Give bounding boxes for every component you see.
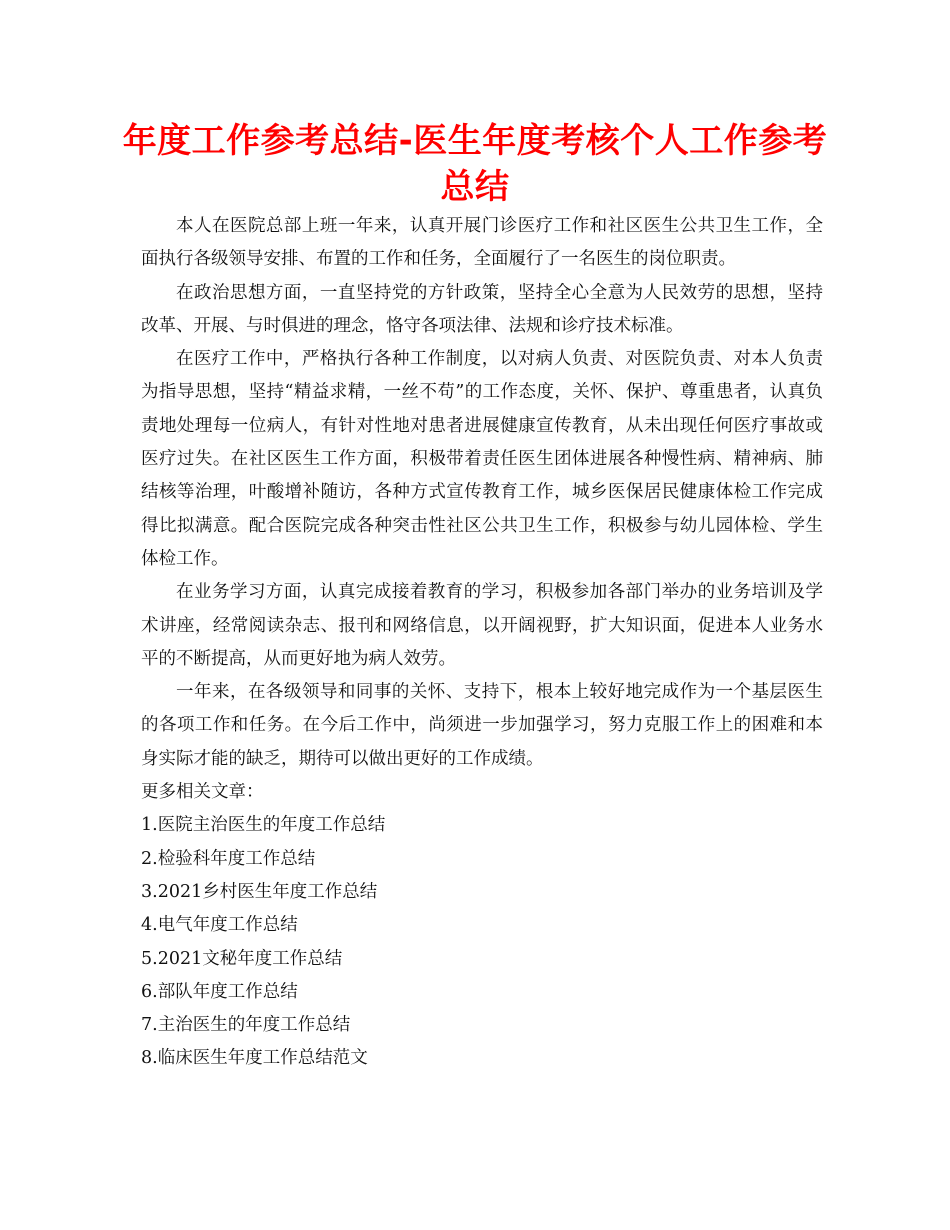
paragraph-study: 在业务学习方面，认真完成接着教育的学习，积极参加各部门举办的业务培训及学术讲座，经常阅读杂志、报刊和网络信息，以开阔视野，扩大知识面，促进本人业务水平的不断提高，从而更好地为病人效劳。 [141, 582, 823, 669]
related-article-link[interactable]: 4.电气年度工作总结 [141, 915, 298, 936]
paragraph-intro: 本人在医院总部上班一年来，认真开展门诊医疗工作和社区医生公共卫生工作，全面执行各级领导安排、布置的工作和任务，全面履行了一名医生的岗位职责。 [141, 216, 823, 270]
related-articles-list [141, 809, 823, 1075]
related-article-link[interactable]: 8.临床医生年度工作总结范文 [141, 1048, 368, 1069]
related-article-link[interactable]: 2.检验科年度工作总结 [141, 848, 316, 869]
related-articles-heading: 更多相关文章： [141, 782, 264, 803]
document-body [141, 210, 823, 1076]
related-article-link[interactable]: 5.2021文秘年度工作总结 [141, 948, 343, 969]
document-title: 年度工作参考总结-医生年度考核个人工作参考总结 [122, 121, 828, 207]
paragraph-politics: 在政治思想方面，一直坚持党的方针政策，坚持全心全意为人民效劳的思想，坚持改革、开展、与时俱进的理念，恪守各项法律、法规和诊疗技术标准。 [141, 282, 823, 336]
related-article-link[interactable]: 7.主治医生的年度工作总结 [141, 1015, 351, 1036]
paragraph-conclusion: 一年来，在各级领导和同事的关怀、支持下，根本上较好地完成作为一个基层医生的各项工作和任务。在今后工作中，尚须进一步加强学习，努力克服工作上的困难和本身实际才能的缺乏，期待可以做出更好的工作成绩。 [141, 682, 823, 769]
paragraph-medical-work: 在医疗工作中，严格执行各种工作制度，以对病人负责、对医院负责、对本人负责为指导思想，坚持“精益求精，一丝不苟”的工作态度，关怀、保护、尊重患者，认真负责地处理每一位病人，有针对性地对患者进展健康宣传教育，从未出现任何医疗事故或医疗过失。在社区医生工作方面，积极带着责任医生团体进展各种慢性病、精神病、肺结核等治理，叶酸增补随访，各种方式宣传教育工作，城乡医保居民健康体检工作完成得比拟满意。配合医院完成各种突击性社区公共卫生工作，积极参与幼儿园体检、学生体检工作。 [141, 349, 823, 569]
related-article-link[interactable]: 3.2021乡村医生年度工作总结 [141, 881, 378, 902]
related-article-link[interactable]: 6.部队年度工作总结 [141, 981, 298, 1002]
related-article-link[interactable]: 1.医院主治医生的年度工作总结 [141, 815, 386, 836]
